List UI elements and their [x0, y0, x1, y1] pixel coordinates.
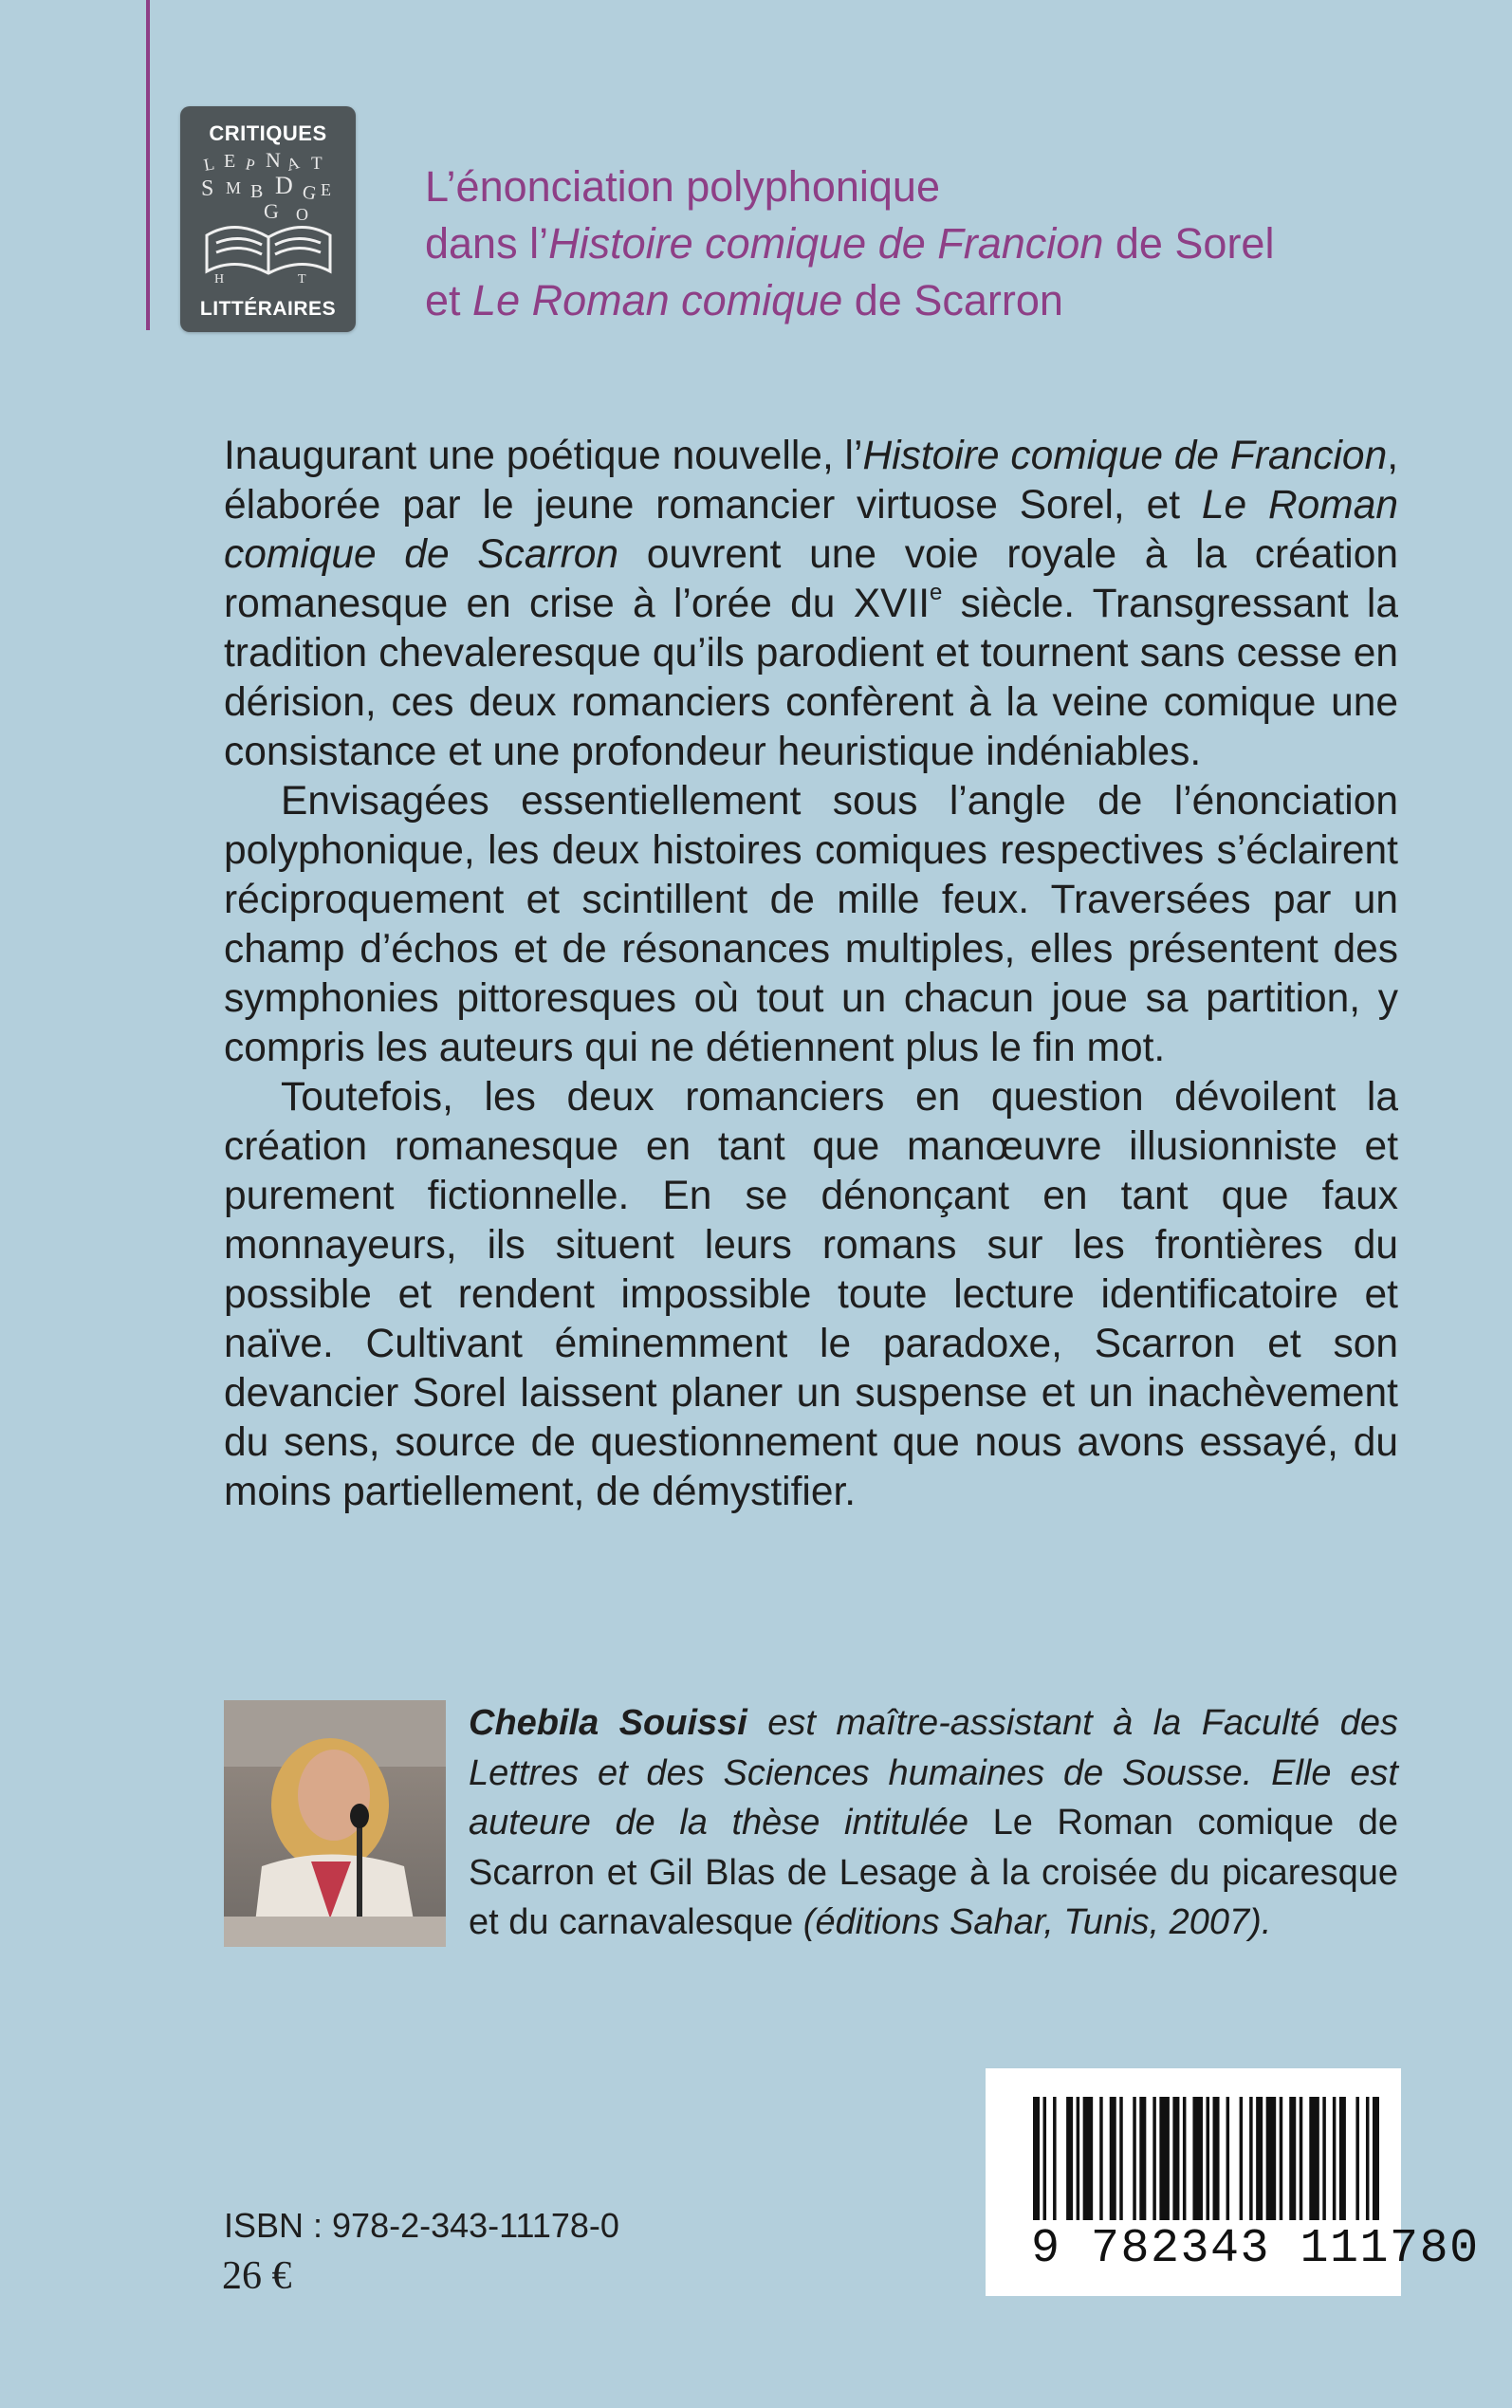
back-cover-blurb: [224, 432, 1398, 1517]
blurb-paragraph-1: Inaugurant une poétique nouvelle, l’Histoire comique de Francion, élaborée par le jeune romancier virtuose Sorel, et Le Roman comique de Scarron ouvrent une voie royale à la création romanesque en crise à l’orée du XVIIe siècle. Transgressant la tradition chevaleresque qu’ils parodient et tournent sans cesse en dérision, ces deux romanciers confèrent à la veine comique une consistance et une profondeur heuristique indéniables.: [224, 434, 1399, 774]
barcode-bar: [1159, 2097, 1170, 2220]
svg-text:M: M: [226, 178, 242, 197]
barcode-bar: [1133, 2097, 1136, 2220]
barcode-bar: [1339, 2097, 1346, 2220]
barcode-bar: [1192, 2097, 1203, 2220]
svg-text:L: L: [202, 154, 216, 175]
svg-text:E: E: [321, 180, 331, 199]
title-line-3: et Le Roman comique de Scarron: [425, 276, 1063, 324]
barcode-bar: [1266, 2097, 1277, 2220]
barcode-bar: [1053, 2097, 1057, 2220]
svg-text:E: E: [224, 151, 236, 172]
book-title: [425, 158, 1449, 329]
barcode-bar: [1110, 2097, 1116, 2220]
series-logo: [180, 106, 356, 332]
barcode-bar: [1280, 2097, 1283, 2220]
svg-text:O: O: [296, 205, 308, 224]
svg-text:A: A: [284, 153, 302, 175]
svg-text:N: N: [266, 150, 281, 172]
barcode-bar: [1240, 2097, 1244, 2220]
barcode: [986, 2068, 1480, 2296]
series-logo-bottom-text: LITTÉRAIRES: [199, 298, 337, 320]
isbn: ISBN : 978-2-343-11178-0: [224, 2206, 619, 2245]
barcode-bar: [1289, 2097, 1296, 2220]
svg-text:H: H: [214, 272, 225, 285]
svg-text:S: S: [201, 176, 214, 201]
title-line-2: dans l’Histoire comique de Francion de Sorel: [425, 219, 1275, 268]
barcode-bar: [1077, 2097, 1080, 2220]
barcode-bars: [1033, 2097, 1379, 2220]
svg-text:P: P: [244, 155, 257, 175]
barcode-bar: [1322, 2097, 1326, 2220]
barcode-bar: [1333, 2097, 1337, 2220]
thesis-title: Le Roman comique de Scarron et Gil Blas de Lesage à la croisée du picaresque et du carnavalesque: [469, 1803, 1398, 1942]
barcode-bar: [1152, 2097, 1156, 2220]
title-line-1: L’énonciation polyphonique: [425, 162, 940, 211]
svg-text:T: T: [298, 272, 306, 285]
blurb-paragraph-2: Envisagées essentiellement sous l’angle de l’énonciation polyphonique, les deux histoires comiques respectives s’éclairent réciproquement et scintillent de mille feux. Traversées par un champ d’échos et de résonances multiples, elles présentent des symphonies pittoresques où tout un chacun joue sa partition, y compris les auteurs qui ne détiennent plus le fin mot.: [224, 779, 1398, 1070]
barcode-bar: [1366, 2097, 1370, 2220]
barcode-bar: [1256, 2097, 1263, 2220]
author-bio: Chebila Souissi est maître-assistant à la Faculté des Lettres et des Sciences humaines de Sousse. Elle est auteure de la thèse intitulée Le Roman comique de Scarron et Gil Blas de Lesage à la croisée du picaresque et du carnavalesque (éditions Sahar, Tunis, 2007).: [469, 1703, 1398, 1942]
svg-text:B: B: [250, 181, 264, 202]
barcode-bar: [1172, 2097, 1179, 2220]
barcode-bar: [1083, 2097, 1094, 2220]
series-logo-top-text: CRITIQUES: [209, 121, 327, 145]
barcode-bar: [1043, 2097, 1047, 2220]
price: 26 €: [222, 2254, 292, 2298]
barcode-bar: [1300, 2097, 1303, 2220]
barcode-bar: [1373, 2097, 1379, 2220]
author-name: Chebila Souissi: [469, 1703, 747, 1743]
svg-text:G: G: [301, 181, 319, 205]
barcode-bar: [1226, 2097, 1230, 2220]
svg-text:G: G: [264, 199, 279, 223]
barcode-bar: [1099, 2097, 1103, 2220]
author-photo: [224, 1700, 446, 1947]
accent-vertical-rule: [146, 0, 150, 330]
barcode-bar: [1183, 2097, 1187, 2220]
barcode-number: 9 782343 111780: [1031, 2222, 1480, 2276]
barcode-bar: [1139, 2097, 1146, 2220]
barcode-bar: [1309, 2097, 1319, 2220]
barcode-bar: [1355, 2097, 1359, 2220]
barcode-bar: [1207, 2097, 1210, 2220]
svg-text:D: D: [275, 172, 293, 199]
barcode-bar: [1213, 2097, 1220, 2220]
blurb-paragraph-3: Toutefois, les deux romanciers en question dévoilent la création romanesque en tant que manœuvre illusionniste et purement fictionnelle. En se dénonçant en tant que faux monnayeurs, ils situent leurs romans sur les frontières du possible et rendent impossible toute lecture identificatoire et naïve. Cultivant éminemment le paradoxe, Scarron et son devancier Sorel laissent planer un suspense et un inachèvement du sens, source de questionnement que nous avons essayé, du moins partiellement, de démystifier.: [224, 1075, 1398, 1514]
barcode-bar: [1066, 2097, 1073, 2220]
svg-text:T: T: [311, 154, 323, 174]
barcode-bar: [1119, 2097, 1123, 2220]
barcode-bar: [1033, 2097, 1040, 2220]
open-book-with-letters-icon: [197, 150, 340, 285]
barcode-bar: [1249, 2097, 1253, 2220]
